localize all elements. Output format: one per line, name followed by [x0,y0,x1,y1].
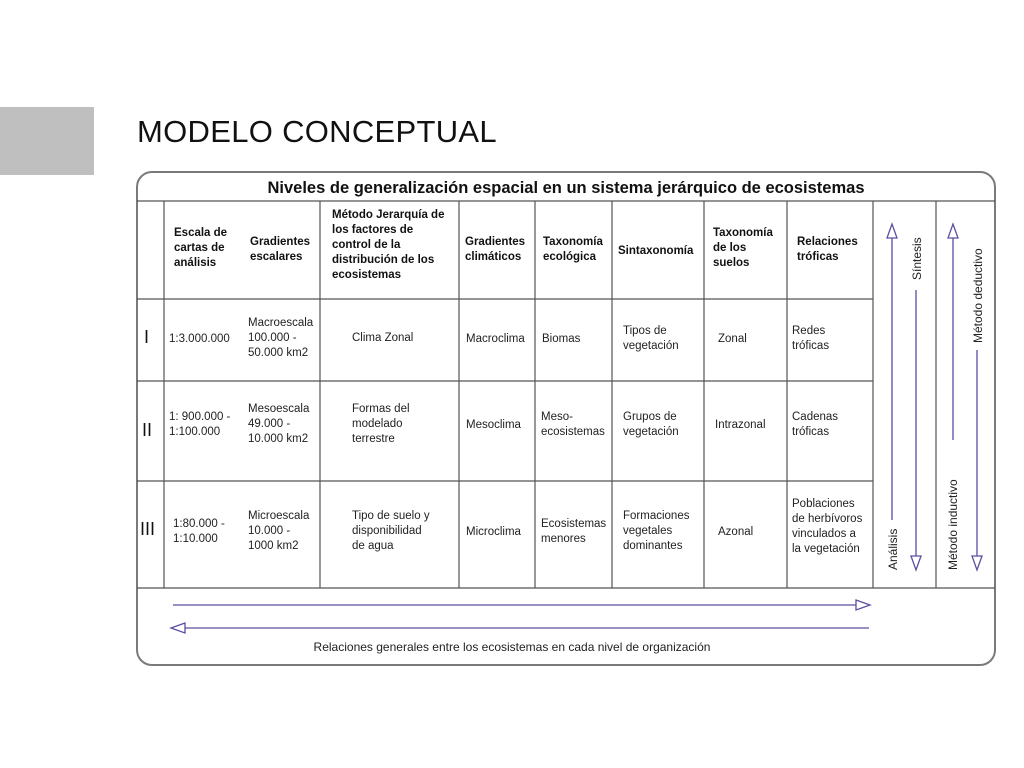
cell-escala [169,332,230,347]
header-escala [174,226,244,271]
cell-line: 50.000 km2 [248,347,309,359]
cell-line: Mesoclima [466,419,521,431]
cell-suelos [718,332,747,347]
cell-gradientes [248,509,309,554]
row-level-label: I [144,327,150,347]
header-line: los factores de [332,224,414,236]
cell-line: Formas del [352,403,410,415]
header-relaciones [797,235,872,265]
header-climaticos [465,235,535,265]
header-line: Taxonomía [543,236,603,248]
cell-line: Macroclima [466,333,525,345]
cell-escala [169,410,230,440]
cell-line: Formaciones [623,510,690,522]
header-metodo [332,208,457,283]
cell-line: tróficas [792,340,830,352]
cell-line: Macroescala [248,317,314,329]
header-line: escalares [250,251,303,263]
cell-line: Microclima [466,526,521,538]
cell-line: disponibilidad [352,525,422,537]
label-analisis: Análisis [886,528,900,570]
cell-line: Tipo de suelo y [352,510,430,522]
cell-escala [173,517,225,547]
header-line: climáticos [465,251,522,263]
header-gradientes [250,235,320,265]
header-line: control de la [332,239,401,251]
cell-line: Tipos de [623,325,667,337]
cell-gradientes [248,402,309,447]
header-line: Sintaxonomía [618,245,694,257]
cell-climaticos [466,525,521,540]
cell-line: Redes [792,325,826,337]
figure-title: Niveles de generalización espacial en un sistema jerárquico de ecosistemas [267,179,865,197]
header-line: distribución de los [332,254,435,266]
row-level-label: II [142,420,153,440]
header-line: Escala de [174,227,228,239]
cell-line: vegetales [623,525,673,537]
cell-line: terrestre [352,433,395,445]
cell-line: vegetación [623,426,679,438]
row-level-label: III [140,519,156,539]
cell-climaticos [466,332,525,347]
header-taxonomia-ecologica [543,235,613,265]
cell-relaciones [792,324,829,354]
cell-line: Poblaciones [792,498,855,510]
label-metodo-deductivo: Método deductivo [971,248,985,343]
cell-line: menores [541,533,586,545]
cell-line: tróficas [792,426,830,438]
cell-sintaxonomia [623,509,689,554]
cell-relaciones [792,497,862,557]
label-sintesis: Síntesis [910,237,924,280]
cell-gradientes [248,316,313,361]
figure-footer: Relaciones generales entre los ecosistemas en cada nivel de organización [313,640,711,654]
header-line: análisis [174,257,217,269]
cell-sintaxonomia [623,410,679,440]
cell-line: modelado [352,418,403,430]
cell-line: Ecosistemas [541,518,607,530]
cell-line: Intrazonal [715,419,766,431]
cell-line: 10.000 - [248,525,291,537]
cell-metodo [352,402,410,447]
header-line: de los [713,242,747,254]
header-line: Relaciones [797,236,858,248]
cell-line: 49.000 - [248,418,291,430]
cell-line: Meso- [541,411,573,423]
cell-line: 1:80.000 - [173,518,225,530]
header-line: tróficas [797,251,839,263]
cell-line: la vegetación [792,543,860,555]
cell-line: Cadenas [792,411,839,423]
header-line: Taxonomía [713,227,773,239]
cell-suelos [715,418,766,433]
cell-line: 1:100.000 [169,426,221,438]
label-metodo-inductivo: Método inductivo [946,479,960,570]
header-taxonomia-suelos [713,226,783,271]
cell-line: Grupos de [623,411,677,423]
cell-taxonomia-ecologica [542,332,580,347]
slide-title: MODELO CONCEPTUAL [137,114,497,149]
cell-line: ecosistemas [541,426,605,438]
cell-taxonomia-ecologica [541,517,606,547]
cell-sintaxonomia [623,324,679,354]
cell-line: Biomas [542,333,581,345]
cell-line: de agua [352,540,394,552]
header-sintaxonomia [618,244,704,259]
cell-line: de herbívoros [792,513,863,525]
cell-taxonomia-ecologica [541,410,605,440]
cell-line: 10.000 km2 [248,433,309,445]
cell-metodo [352,509,430,554]
cell-line: 1000 km2 [248,540,299,552]
header-line: cartas de [174,242,225,254]
header-line: Gradientes [465,236,526,248]
cell-line: 1: 900.000 - [169,411,231,423]
cell-relaciones [792,410,838,440]
cell-line: 1:3.000.000 [169,333,230,345]
header-line: Gradientes [250,236,311,248]
cell-line: Clima Zonal [352,332,414,344]
cell-metodo [352,331,413,346]
header-line: ecosistemas [332,269,402,281]
cell-line: Mesoescala [248,403,310,415]
cell-line: dominantes [623,540,683,552]
header-line: ecológica [543,251,597,263]
cell-line: 1:10.000 [173,533,218,545]
cell-climaticos [466,418,521,433]
cell-line: Azonal [718,526,754,538]
header-line: Método Jerarquía de [332,209,445,221]
cell-line: 100.000 - [248,332,297,344]
cell-line: vinculados a [792,528,856,540]
cell-line: vegetación [623,340,679,352]
cell-line: Zonal [718,333,747,345]
header-line: suelos [713,257,750,269]
cell-suelos [718,525,753,540]
cell-line: Microescala [248,510,310,522]
